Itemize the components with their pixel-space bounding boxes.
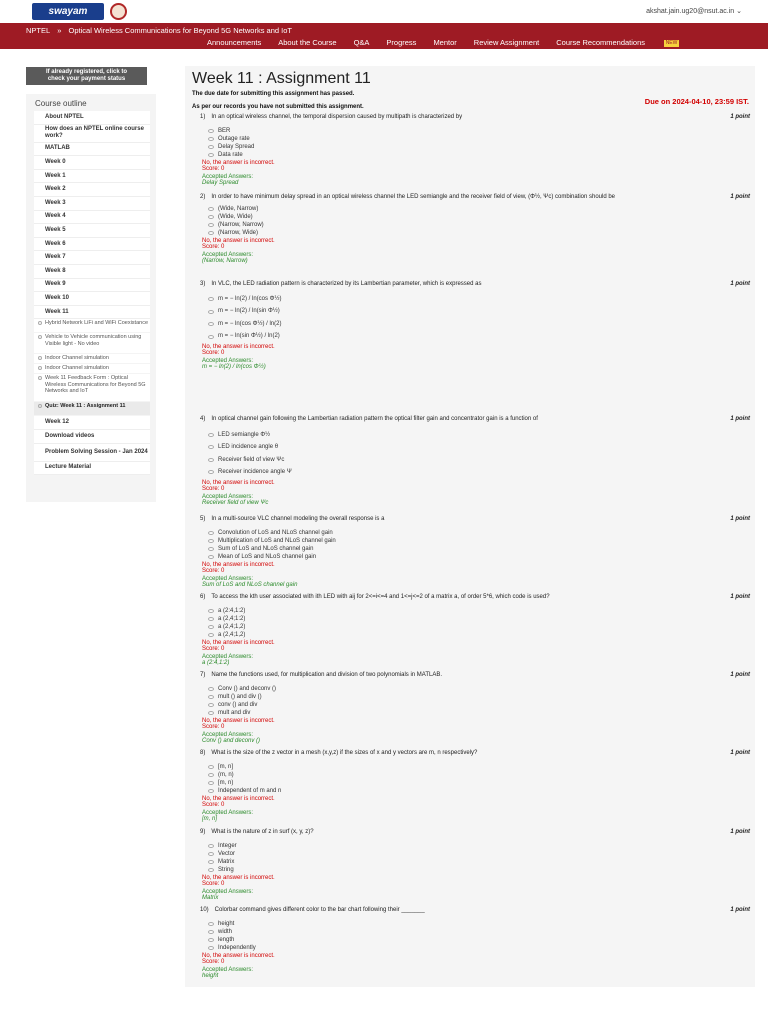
answer-option[interactable] [208, 429, 750, 442]
outline-item[interactable] [34, 306, 150, 320]
question-text [192, 907, 750, 915]
option-label: LED incidence angle θ [218, 444, 279, 450]
option-radio-icon[interactable] [208, 765, 214, 769]
assignment-panel [185, 66, 755, 987]
option-label: Convolution of LoS and NLoS channel gain [218, 529, 333, 536]
accepted-answer-value: m = − ln(2) / ln(cos Φ½) [202, 363, 266, 370]
answer-option[interactable] [208, 701, 750, 709]
question-score: Score: 0 [202, 568, 225, 575]
answer-option[interactable] [208, 205, 750, 213]
outline-item[interactable] [34, 156, 150, 170]
question-points: 1 point [730, 416, 750, 422]
question-number: 9) [200, 829, 206, 835]
option-radio-icon[interactable] [208, 860, 214, 864]
accepted-answer-value: (Narrow, Narrow) [202, 258, 248, 265]
option-radio-icon[interactable] [208, 547, 214, 551]
option-radio-icon[interactable] [208, 633, 214, 637]
option-label: Integer [218, 842, 237, 849]
question-prompt: In a multi-source VLC channel modeling the overall response is a [211, 516, 385, 522]
accepted-answers-label: Accepted Answers: [202, 889, 254, 896]
outline-item-label: Week 7 [45, 254, 66, 261]
option-label: a (2,4;1,2) [218, 623, 246, 630]
answer-option[interactable] [208, 850, 750, 858]
outline-item[interactable] [34, 211, 150, 225]
question-points: 1 point [730, 114, 750, 120]
unit-status-icon [38, 356, 42, 360]
menu-course-recommendations[interactable] [556, 38, 696, 47]
question-text [192, 594, 750, 602]
question-prompt: Colorbar command gives different color to the bar chart following their _______ [214, 907, 425, 913]
outline-item[interactable] [34, 238, 150, 252]
outline-item[interactable] [34, 197, 150, 211]
question-block [192, 594, 750, 667]
question-points: 1 point [730, 907, 750, 913]
option-radio-icon[interactable] [208, 930, 214, 934]
option-label: Matrix [218, 858, 235, 865]
answer-option[interactable] [208, 331, 750, 343]
answer-option[interactable] [208, 213, 750, 221]
outline-item[interactable] [34, 125, 150, 143]
option-label: m = − ln(2) / ln(cos Φ½) [218, 295, 282, 302]
option-radio-icon[interactable] [208, 433, 214, 437]
answer-option[interactable] [208, 537, 750, 545]
outline-item[interactable] [34, 111, 150, 125]
option-label: (Wide, Narrow) [218, 205, 259, 212]
breadcrumb-course[interactable]: Optical Wireless Communications for Beyond 5G Networks and IoT [68, 26, 292, 35]
outline-item-label: Week 3 [45, 199, 66, 206]
swayam-logo[interactable]: swayam [32, 3, 104, 20]
user-email[interactable]: akshat.jain.ug20@nsut.ac.in [646, 8, 735, 15]
outline-item[interactable] [34, 183, 150, 197]
option-label: String [218, 867, 234, 874]
accepted-answers-label: Accepted Answers: [202, 174, 254, 181]
user-menu-chevron-icon[interactable]: ⌄ [736, 8, 742, 15]
option-radio-icon[interactable] [208, 844, 214, 848]
new-badge: NEW [665, 39, 678, 46]
answer-option[interactable] [208, 685, 750, 693]
question-block [192, 829, 750, 902]
outline-item[interactable] [34, 251, 150, 265]
option-label: BER [218, 127, 231, 134]
option-label: Receiver field of view Ψc [218, 456, 285, 463]
option-label: LED semiangle Φ½ [218, 431, 271, 438]
question-points: 1 point [730, 594, 750, 600]
outline-item-label: Vehicle to Vehicle communication using Visible light - No video [45, 334, 142, 347]
option-label: (m, n) [218, 771, 234, 778]
question-text [192, 416, 750, 424]
option-label: Outage rate [218, 135, 250, 142]
option-radio-icon[interactable] [208, 297, 214, 301]
option-radio-icon[interactable] [208, 153, 214, 157]
outline-item-label: Download videos [45, 432, 95, 439]
option-radio-icon[interactable] [208, 310, 214, 314]
outline-item-label: How does an NPTEL online course work? [45, 126, 144, 140]
answer-option[interactable] [208, 693, 750, 701]
question-number: 4) [200, 416, 206, 422]
question-score: Score: 0 [202, 244, 225, 251]
answer-option[interactable] [208, 920, 750, 928]
answer-option[interactable] [208, 858, 750, 866]
question-number: 5) [200, 516, 206, 522]
option-label: a (2,4;1:2) [218, 615, 246, 622]
question-number: 10) [200, 907, 209, 913]
answer-option[interactable] [208, 936, 750, 944]
outline-item[interactable] [34, 265, 150, 279]
option-label: mult and div [218, 710, 251, 717]
outline-item[interactable] [34, 444, 150, 462]
answer-option[interactable] [208, 143, 750, 151]
option-radio-icon[interactable] [208, 223, 214, 227]
question-block [192, 281, 750, 370]
answer-option[interactable] [208, 466, 750, 479]
accepted-answers-label: Accepted Answers: [202, 810, 254, 817]
outline-item[interactable] [34, 170, 150, 184]
menu-qa[interactable]: Q&A [353, 38, 370, 47]
option-label: Delay Spread [218, 143, 255, 150]
option-label: mult () and div () [218, 693, 262, 700]
answer-option[interactable] [208, 607, 750, 615]
option-label: Sum of LoS and NLoS channel gain [218, 545, 314, 552]
question-number: 8) [200, 750, 206, 756]
question-text [192, 194, 750, 202]
question-points: 1 point [730, 516, 750, 522]
question-prompt: In VLC, the LED radiation pattern is characterized by its Lambertian parameter, which is expressed as [211, 281, 482, 287]
nptel-logo[interactable] [110, 3, 127, 20]
answer-option[interactable] [208, 529, 750, 537]
question-score: Score: 0 [202, 959, 225, 966]
incorrect-feedback: No, the answer is incorrect. [202, 953, 275, 960]
menu-review-assignment[interactable]: Review Assignment [473, 38, 540, 47]
answer-option[interactable] [208, 545, 750, 553]
incorrect-feedback: No, the answer is incorrect. [202, 160, 275, 167]
option-radio-icon[interactable] [208, 458, 214, 462]
option-label: Multiplication of LoS and NLoS channel gain [218, 537, 336, 544]
option-label: (Wide, Wide) [218, 213, 253, 220]
option-radio-icon[interactable] [208, 695, 214, 699]
question-prompt: In order to have minimum delay spread in an optical wireless channel the LED semiangle and the receiver field of view, (Φ½, Ψc) combination should be [211, 194, 616, 200]
unit-status-icon [38, 404, 42, 408]
course-navbar [0, 23, 768, 49]
incorrect-feedback: No, the answer is incorrect. [202, 718, 275, 725]
question-score: Score: 0 [202, 646, 225, 653]
outline-item-label: Week 5 [45, 226, 66, 233]
unit-status-icon [38, 321, 42, 325]
option-radio-icon[interactable] [208, 609, 214, 613]
option-label: height [218, 920, 235, 927]
outline-item-label: MATLAB [45, 145, 70, 152]
incorrect-feedback: No, the answer is incorrect. [202, 562, 275, 569]
answer-option[interactable] [208, 135, 750, 143]
option-radio-icon[interactable] [208, 470, 214, 474]
answer-option[interactable] [208, 151, 750, 159]
option-radio-icon[interactable] [208, 531, 214, 535]
outline-item-label: Week 8 [45, 267, 66, 274]
question-text [192, 516, 750, 524]
menu-course-recommendations-label[interactable]: Course Recommendations [556, 38, 646, 47]
question-prompt: What is the nature of z in surf (x, y, z)? [211, 829, 314, 835]
option-label: (Narrow, Narrow) [218, 221, 264, 228]
pay-button-line-2: check your payment status [47, 76, 126, 82]
outline-sub-item[interactable] [34, 333, 150, 354]
option-label: Data rate [218, 152, 243, 159]
option-radio-icon[interactable] [208, 773, 214, 777]
outline-item-label: Indoor Channel simulation [45, 355, 109, 362]
answer-option[interactable] [208, 928, 750, 936]
answer-option[interactable] [208, 306, 750, 318]
accepted-answer-value: [m, n] [202, 816, 218, 823]
option-label: Receiver incidence angle Ψ [218, 469, 292, 475]
option-radio-icon[interactable] [208, 938, 214, 942]
answer-option[interactable] [208, 319, 750, 331]
question-block [192, 907, 750, 980]
option-radio-icon[interactable] [208, 868, 214, 872]
question-block [192, 416, 750, 506]
accepted-answers-label: Accepted Answers: [202, 252, 254, 259]
accepted-answers-label: Accepted Answers: [202, 357, 254, 364]
question-block [192, 672, 750, 745]
answer-option[interactable] [208, 709, 750, 717]
answer-option[interactable] [208, 229, 750, 237]
outline-item-label: Week 11 Feedback Form : Optical Wireless Communications for Beyond 5G Networks and IoT [45, 375, 146, 395]
course-outline-title: Course outline [35, 99, 87, 108]
incorrect-feedback: No, the answer is incorrect. [202, 796, 275, 803]
accepted-answers-label: Accepted Answers: [202, 654, 254, 661]
question-prompt: Name the functions used, for multiplication and division of two polynomials in MATLAB. [211, 672, 443, 678]
answer-option[interactable] [208, 631, 750, 639]
menu-progress[interactable]: Progress [386, 38, 417, 47]
question-text [192, 829, 750, 837]
outline-item-label: Week 11 [45, 308, 69, 315]
answer-option[interactable] [208, 787, 750, 795]
breadcrumb-nptel[interactable]: NPTEL [26, 26, 51, 35]
outline-item-label: Week 1 [45, 172, 66, 179]
option-label: Mean of LoS and NLoS channel gain [218, 554, 317, 561]
option-radio-icon[interactable] [208, 711, 214, 715]
outline-item-label: Indoor Channel simulation [45, 365, 109, 372]
question-text [192, 750, 750, 758]
question-score: Score: 0 [202, 349, 225, 356]
outline-item-label: Week 6 [45, 240, 66, 247]
outline-sub-item[interactable] [34, 364, 150, 374]
question-block [192, 516, 750, 589]
option-radio-icon[interactable] [208, 852, 214, 856]
answer-option[interactable] [208, 779, 750, 787]
answer-option[interactable] [208, 944, 750, 952]
question-score: Score: 0 [202, 485, 225, 492]
option-radio-icon[interactable] [208, 625, 214, 629]
option-label: a (2,4;1,2) [218, 632, 246, 639]
option-label: m = − ln(cos Φ½) / ln(2) [218, 320, 282, 327]
option-label: length [218, 936, 235, 943]
question-number: 2) [200, 194, 206, 200]
outline-item-label: Week 2 [45, 186, 66, 193]
check-payment-status-button[interactable] [26, 67, 147, 85]
user-menu[interactable] [646, 7, 742, 15]
option-radio-icon[interactable] [208, 617, 214, 621]
outline-item[interactable] [34, 292, 150, 306]
outline-item[interactable] [34, 143, 150, 157]
accepted-answer-value: Sum of LoS and NLoS channel gain [202, 582, 298, 589]
option-radio-icon[interactable] [208, 922, 214, 926]
question-number: 7) [200, 672, 206, 678]
outline-item-label: Week 10 [45, 294, 69, 301]
answer-option[interactable] [208, 553, 750, 561]
due-passed-notice: The due date for submitting this assignment has passed. [192, 91, 355, 97]
option-radio-icon[interactable] [208, 703, 214, 707]
outline-item[interactable] [34, 416, 150, 430]
question-prompt: To access the kth user associated with ith LED with aij for 2<=i<=4 and 1<=j<=2 of a matrix a, of order 5*6, which code is used? [211, 594, 550, 600]
question-score: Score: 0 [202, 881, 225, 888]
option-label: m = − ln(2) / ln(sin Φ½) [218, 308, 280, 314]
option-label: Independently [218, 945, 256, 952]
menu-about-course[interactable]: About the Course [278, 38, 337, 47]
outline-sub-item[interactable] [34, 354, 150, 364]
outline-item[interactable] [34, 430, 150, 444]
option-label: a (2:4,1:2) [218, 607, 246, 614]
question-points: 1 point [730, 281, 750, 287]
option-label: Independent of m and n [218, 788, 282, 795]
outline-item[interactable] [34, 462, 150, 476]
option-radio-icon[interactable] [208, 215, 214, 219]
accepted-answers-label: Accepted Answers: [202, 493, 254, 500]
accepted-answers-label: Accepted Answers: [202, 732, 254, 739]
outline-item[interactable] [34, 224, 150, 238]
option-radio-icon[interactable] [208, 335, 214, 339]
outline-item-label: Quiz: Week 11 : Assignment 11 [45, 403, 126, 410]
answer-option[interactable] [208, 127, 750, 135]
answer-option[interactable] [208, 294, 750, 306]
option-radio-icon[interactable] [208, 789, 214, 793]
outline-item-label: Lecture Material [45, 464, 92, 471]
option-radio-icon[interactable] [208, 445, 214, 449]
option-radio-icon[interactable] [208, 555, 214, 559]
question-prompt: In an optical wireless channel, the temporal dispersion caused by multipath is characterized by [211, 114, 463, 120]
outline-item-label: About NPTEL [45, 113, 84, 120]
option-radio-icon[interactable] [208, 687, 214, 691]
course-outline-list [34, 111, 150, 475]
question-points: 1 point [730, 750, 750, 756]
answer-option[interactable] [208, 763, 750, 771]
outline-sub-item[interactable] [34, 374, 150, 402]
answer-option[interactable] [208, 441, 750, 454]
question-score: Score: 0 [202, 724, 225, 731]
incorrect-feedback: No, the answer is incorrect. [202, 238, 275, 245]
course-menu [207, 38, 713, 47]
accepted-answer-value: a (2:4,1:2) [202, 660, 230, 667]
incorrect-feedback: No, the answer is incorrect. [202, 479, 275, 486]
outline-item-label: Problem Solving Session - Jan 2024 [45, 448, 148, 455]
option-label: width [218, 928, 233, 935]
question-points: 1 point [730, 672, 750, 678]
answer-option[interactable] [208, 615, 750, 623]
answer-option[interactable] [208, 842, 750, 850]
incorrect-feedback: No, the answer is incorrect. [202, 343, 275, 350]
question-block [192, 114, 750, 187]
outline-item-label: Week 9 [45, 281, 66, 288]
option-label: m = − ln(sin Φ½) / ln(2) [218, 333, 280, 339]
menu-mentor[interactable]: Mentor [433, 38, 457, 47]
breadcrumb [26, 26, 297, 35]
answer-option[interactable] [208, 623, 750, 631]
question-points: 1 point [730, 829, 750, 835]
option-radio-icon[interactable] [208, 539, 214, 543]
accepted-answers-label: Accepted Answers: [202, 967, 254, 974]
due-date: Due on 2024-04-10, 23:59 IST. [644, 97, 749, 106]
question-text [192, 672, 750, 680]
accepted-answers-label: Accepted Answers: [202, 576, 254, 583]
outline-sub-item-active[interactable] [34, 402, 150, 416]
outline-item[interactable] [34, 279, 150, 293]
option-radio-icon[interactable] [208, 946, 214, 950]
pay-button-line-1: If already registered, click to [45, 69, 128, 75]
question-score: Score: 0 [202, 166, 225, 173]
option-radio-icon[interactable] [208, 781, 214, 785]
question-text [192, 114, 750, 122]
question-number: 6) [200, 594, 206, 600]
question-number: 1) [200, 114, 206, 120]
answer-option[interactable] [208, 221, 750, 229]
accepted-answer-value: Matrix [202, 895, 219, 902]
accepted-answer-value: Delay Spread [202, 180, 239, 187]
option-radio-icon[interactable] [208, 322, 214, 326]
option-radio-icon[interactable] [208, 137, 214, 141]
unit-status-icon [38, 366, 42, 370]
option-radio-icon[interactable] [208, 129, 214, 133]
not-submitted-notice: As per our records you have not submitted this assignment. [192, 104, 364, 110]
breadcrumb-separator: » [57, 26, 62, 35]
option-label: Conv () and deconv () [218, 685, 277, 692]
question-block [192, 750, 750, 823]
incorrect-feedback: No, the answer is incorrect. [202, 640, 275, 647]
option-radio-icon[interactable] [208, 145, 214, 149]
unit-status-icon [38, 376, 42, 380]
accepted-answer-value: Receiver field of view Ψc [202, 499, 269, 506]
course-outline [26, 94, 156, 502]
outline-item-label: Hybrid Network LiFi and WiFi Coexistance [45, 320, 149, 327]
outline-sub-item[interactable] [34, 319, 150, 333]
question-text [192, 281, 750, 289]
page-title: Week 11 : Assignment 11 [192, 70, 371, 87]
question-prompt: What is the size of the z vector in a mesh (x,y,z) if the sizes of x and y vectors are m, n respectively? [211, 750, 478, 756]
option-radio-icon[interactable] [208, 207, 214, 211]
top-bar [0, 0, 768, 23]
option-label: conv () and div [218, 701, 258, 708]
answer-option[interactable] [208, 454, 750, 467]
question-prompt: In optical channel gain following the Lambertian radiation pattern the optical filter gain and concentrator gain is a function of [211, 416, 538, 422]
unit-status-icon [38, 335, 42, 339]
outline-item-label: Week 4 [45, 213, 66, 220]
answer-option[interactable] [208, 771, 750, 779]
accepted-answer-value: height [202, 973, 219, 980]
option-label: Vector [218, 850, 236, 857]
option-label: [m, n) [218, 779, 234, 786]
option-radio-icon[interactable] [208, 231, 214, 235]
question-block [192, 194, 750, 265]
accepted-answer-value: Conv () and deconv () [202, 738, 261, 745]
outline-item-label: Week 12 [45, 419, 69, 426]
option-label: [m, n] [218, 763, 234, 770]
outline-item-label: Week 0 [45, 158, 66, 165]
menu-announcements[interactable]: Announcements [207, 38, 262, 47]
option-label: (Narrow, Wide) [218, 230, 259, 237]
incorrect-feedback: No, the answer is incorrect. [202, 875, 275, 882]
question-number: 3) [200, 281, 206, 287]
question-points: 1 point [730, 194, 750, 200]
answer-option[interactable] [208, 866, 750, 874]
question-score: Score: 0 [202, 802, 225, 809]
